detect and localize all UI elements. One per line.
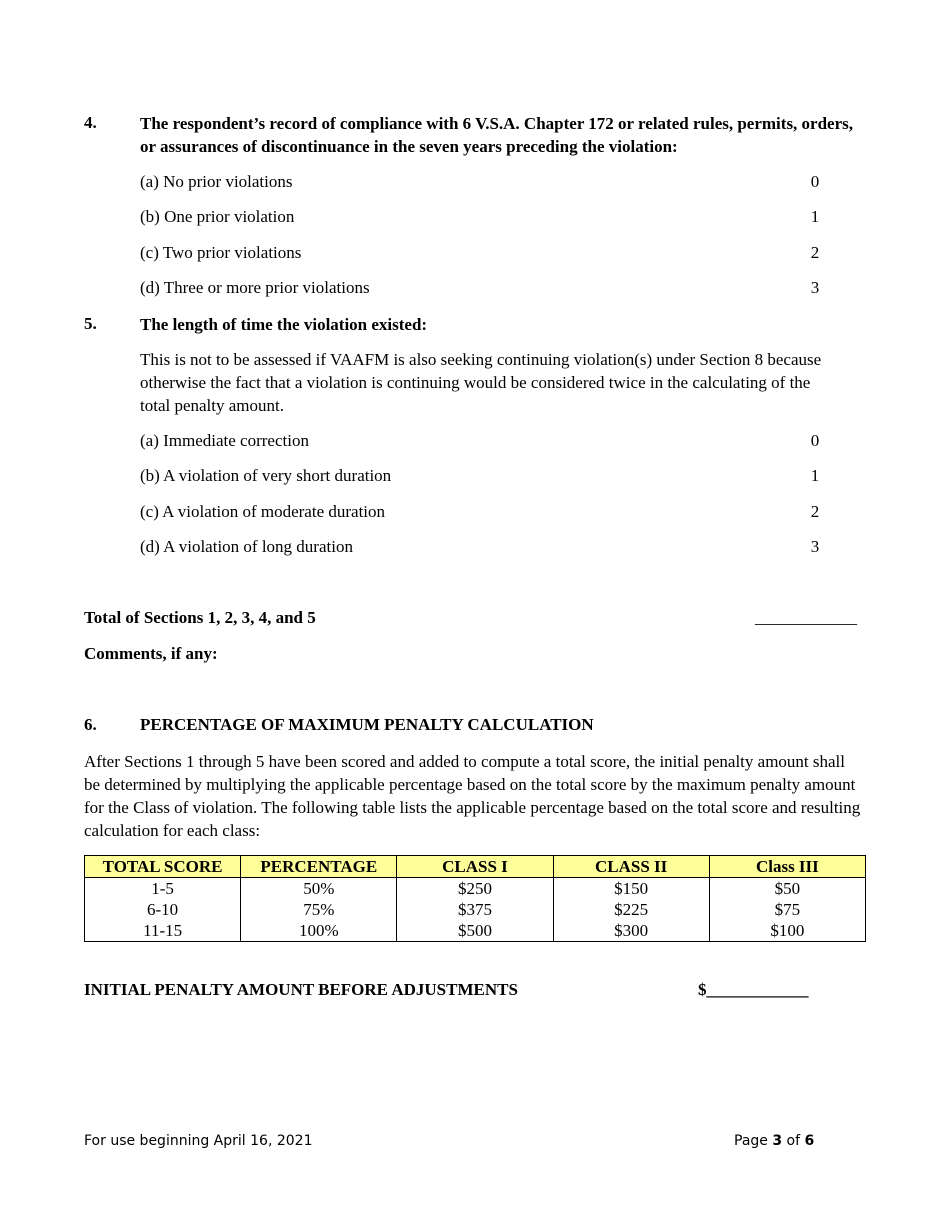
section-4-number: 4. xyxy=(84,113,97,132)
section-5-score-b: 1 xyxy=(810,466,820,485)
section-6-paragraph: After Sections 1 through 5 have been scored and added to compute a total score, the initial penalty amount shall be determined by multiplying the applicable percentage based on the total score by the maximum penalty amount for the Class of violation. The following table lists the applicable percentage based on the total score and resulting calculation for each class: xyxy=(84,752,861,840)
section-5-score-d: 3 xyxy=(810,537,820,556)
section-5-option-b: (b) A violation of very short duration xyxy=(140,466,392,485)
table-cell: $225 xyxy=(553,899,709,920)
section-4-option-b: (b) One prior violation xyxy=(140,207,295,226)
section-5-score-a: 0 xyxy=(810,431,820,450)
total-label: Total of Sections 1, 2, 3, 4, and 5 xyxy=(84,608,316,627)
page-prefix: Page xyxy=(734,1133,773,1149)
header-total-score: TOTAL SCORE xyxy=(85,856,241,878)
section-4-option-a: (a) No prior violations xyxy=(140,172,293,191)
section-5-option-a: (a) Immediate correction xyxy=(140,431,309,450)
header-class-iii: Class III xyxy=(709,856,865,878)
header-class-i: CLASS I xyxy=(397,856,553,878)
section-5-option-d: (d) A violation of long duration xyxy=(140,537,353,556)
table-row xyxy=(85,878,866,900)
penalty-table xyxy=(84,855,866,942)
section-4-option-d: (d) Three or more prior violations xyxy=(140,278,370,297)
section-6-number: 6. xyxy=(84,715,97,734)
table-cell: $375 xyxy=(397,899,553,920)
table-cell: $150 xyxy=(553,878,709,900)
page-current: 3 xyxy=(772,1133,783,1149)
table-cell: $75 xyxy=(709,899,865,920)
footer-date: For use beginning April 16, 2021 xyxy=(84,1133,313,1149)
table-cell: $500 xyxy=(397,920,553,942)
section-5-note: This is not to be assessed if VAAFM is also seeking continuing violation(s) under Section 8 because otherwise the fact that a violation is continuing would be considered twice in the calculating of the total penalty amount. xyxy=(140,350,822,415)
section-5-score-c: 2 xyxy=(810,502,820,521)
page-number xyxy=(734,1133,814,1149)
table-row xyxy=(85,920,866,942)
penalty-table-header-row xyxy=(85,856,866,878)
comments-label: Comments, if any: xyxy=(84,644,218,663)
table-cell: $300 xyxy=(553,920,709,942)
section-4-score-c: 2 xyxy=(810,243,820,262)
section-5-number: 5. xyxy=(84,314,97,333)
page-total: 6 xyxy=(804,1133,815,1149)
table-cell: 50% xyxy=(241,878,397,900)
table-cell: 6-10 xyxy=(85,899,241,920)
total-blank[interactable]: ____________ xyxy=(755,608,857,627)
section-5-heading: The length of time the violation existed: xyxy=(140,315,428,334)
section-4-score-a: 0 xyxy=(810,172,820,191)
table-row xyxy=(85,899,866,920)
table-cell: $250 xyxy=(397,878,553,900)
initial-penalty-blank[interactable]: $____________ xyxy=(698,980,809,999)
section-5-option-c: (c) A violation of moderate duration xyxy=(140,502,386,521)
table-cell: 11-15 xyxy=(85,920,241,942)
section-4-heading: The respondent’s record of compliance with 6 V.S.A. Chapter 172 or related rules, permits, orders, or assurances of discontinuance in the seven years preceding the violation: xyxy=(140,114,854,156)
header-percentage: PERCENTAGE xyxy=(241,856,397,878)
table-cell: 1-5 xyxy=(85,878,241,900)
section-4-score-b: 1 xyxy=(810,207,820,226)
section-4-score-d: 3 xyxy=(810,278,820,297)
section-4-option-c: (c) Two prior violations xyxy=(140,243,302,262)
initial-penalty-label: INITIAL PENALTY AMOUNT BEFORE ADJUSTMENTS xyxy=(84,980,518,999)
table-cell: $100 xyxy=(709,920,865,942)
table-cell: 75% xyxy=(241,899,397,920)
page-of: of xyxy=(782,1133,805,1149)
table-cell: 100% xyxy=(241,920,397,942)
header-class-ii: CLASS II xyxy=(553,856,709,878)
table-cell: $50 xyxy=(709,878,865,900)
section-6-heading: PERCENTAGE OF MAXIMUM PENALTY CALCULATION xyxy=(140,715,594,734)
